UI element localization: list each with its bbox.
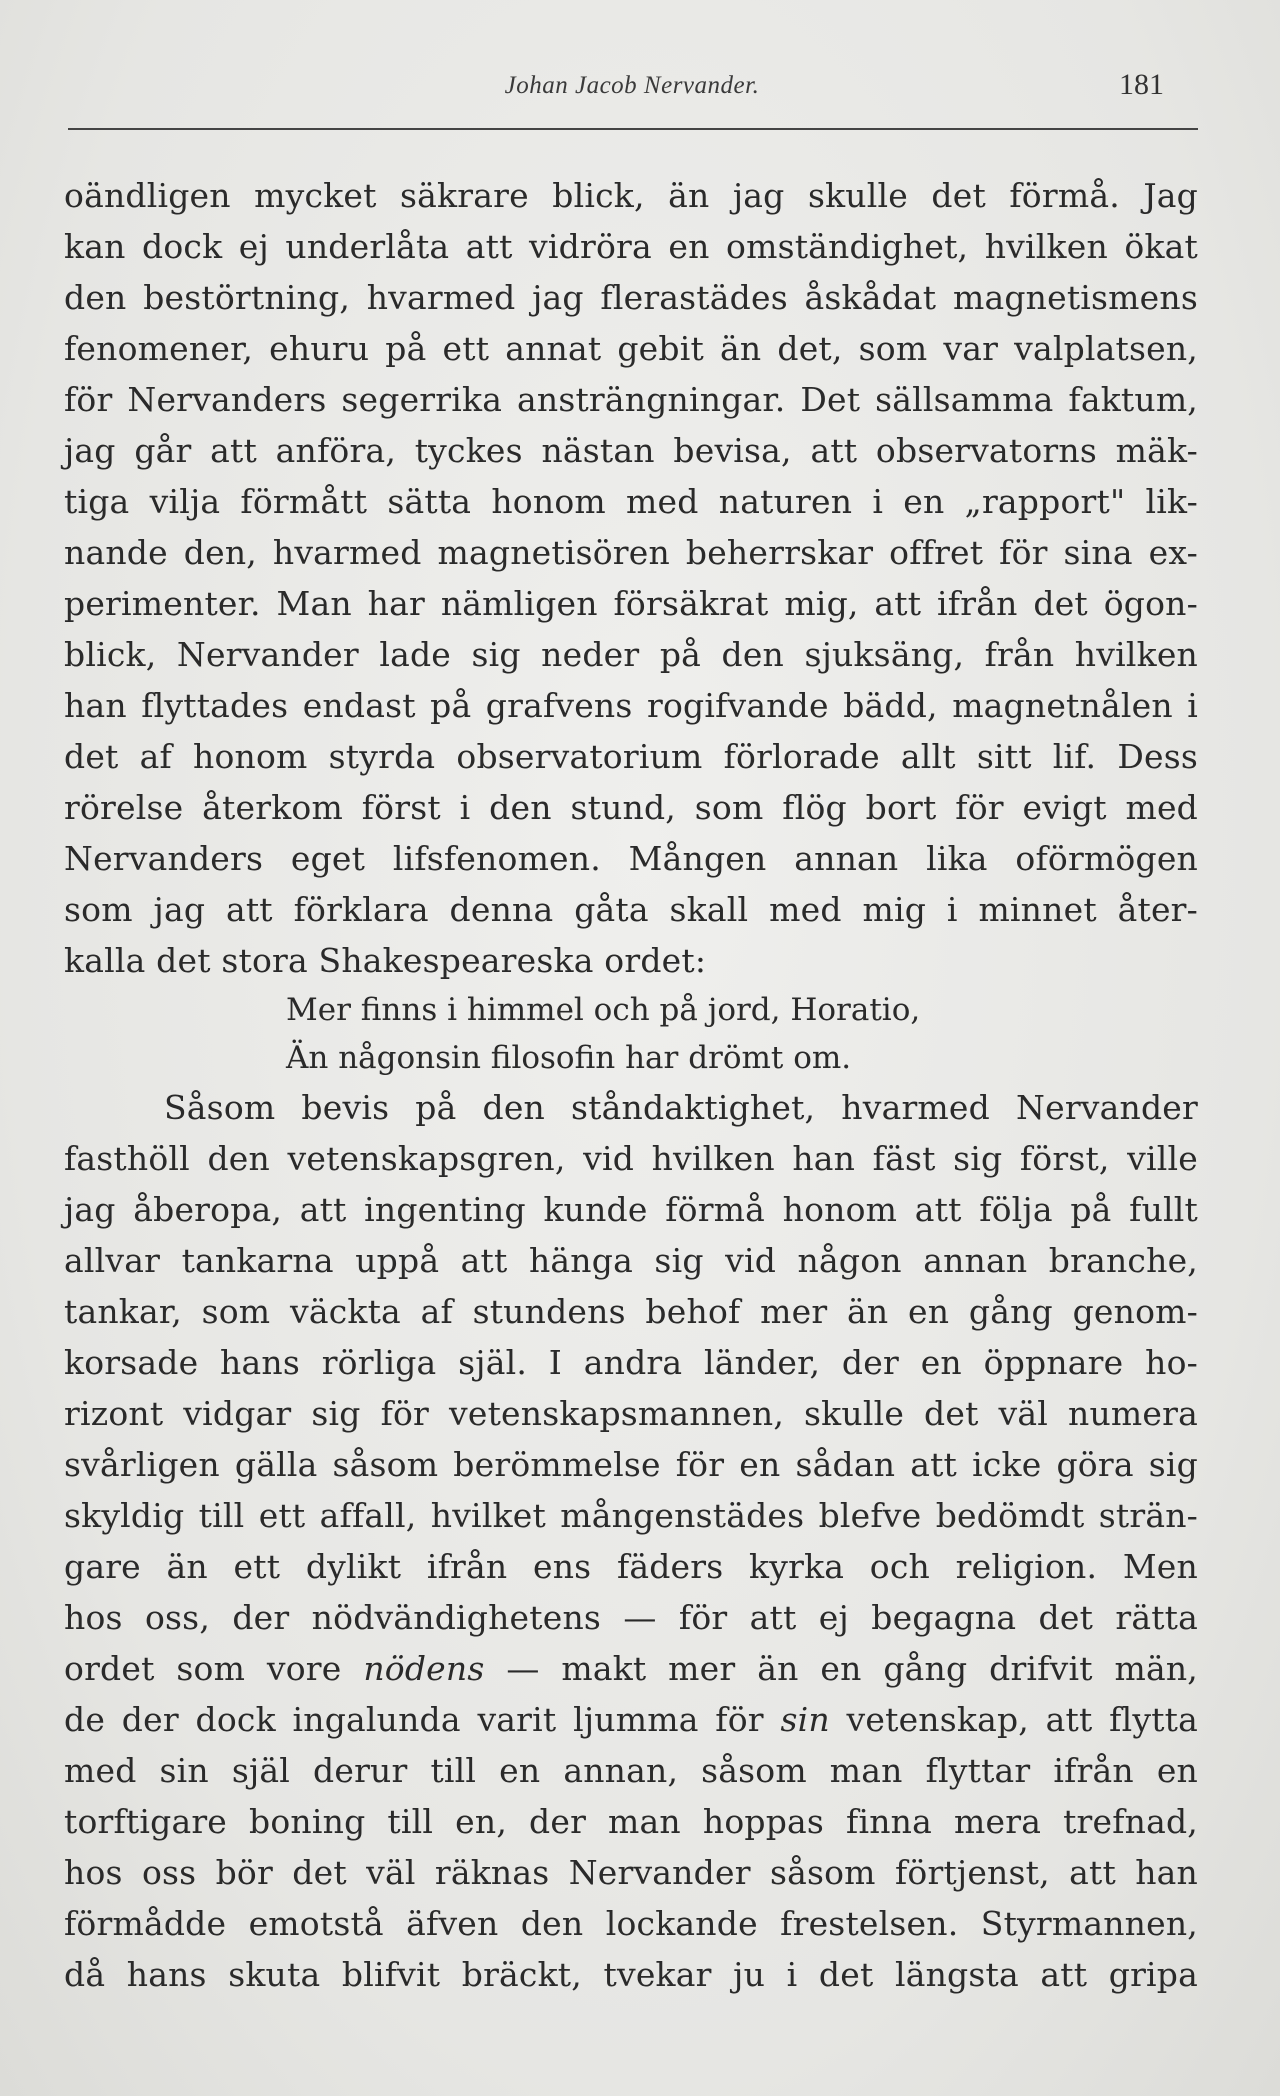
text-line: kan dock ej underlåta att vidröra en omständighet, hvilken ökat bbox=[64, 227, 1198, 266]
text-line: allvar tankarna uppå att hänga sig vid någon annan branche, bbox=[64, 1241, 1198, 1280]
header-rule bbox=[68, 128, 1198, 130]
text-line-with-italic bbox=[64, 1643, 1198, 1694]
text-line: då hans skuta blifvit bräckt, tvekar ju i det längsta att gripa bbox=[64, 1955, 1198, 1994]
text-line: rörelse återkom först i den stund, som flög bort för evigt med bbox=[64, 788, 1198, 827]
body-text bbox=[64, 170, 1198, 2000]
text-line: perimenter. Man har nämligen försäkrat mig, att ifrån det ögon- bbox=[64, 584, 1198, 623]
text-segment: ordet som vore bbox=[64, 1649, 342, 1688]
running-header bbox=[64, 60, 1200, 120]
text-line: torftigare boning till en, der man hoppas finna mera trefnad, bbox=[64, 1802, 1198, 1841]
verse-line: Än någonsin filosofin har drömt om. bbox=[286, 1040, 852, 1076]
text-line: som jag att förklara denna gåta skall med mig i minnet åter- bbox=[64, 890, 1198, 929]
text-line: för Nervanders segerrika ansträngningar. Det sällsamma faktum, bbox=[64, 380, 1198, 419]
italic-word: nödens bbox=[363, 1649, 485, 1688]
running-title: Johan Jacob Nervander. bbox=[504, 72, 760, 99]
text-line: skyldig till ett affall, hvilket mångenstädes blefve bedömdt strän- bbox=[64, 1496, 1198, 1535]
text-line: hos oss bör det väl räknas Nervander såsom förtjenst, att han bbox=[64, 1853, 1198, 1892]
text-line: jag åberopa, att ingenting kunde förmå honom att följa på fullt bbox=[64, 1190, 1198, 1229]
text-line: oändligen mycket säkrare blick, än jag skulle det förmå. Jag bbox=[64, 176, 1198, 215]
text-line: Nervanders eget lifsfenomen. Mången annan lika oförmögen bbox=[64, 839, 1198, 878]
text-line: jag går att anföra, tyckes nästan bevisa, att observatorns mäk- bbox=[64, 431, 1198, 470]
text-line: tiga vilja förmått sätta honom med naturen i en „rapport" lik- bbox=[64, 482, 1198, 521]
text-line-with-italic bbox=[64, 1694, 1198, 1745]
text-line: förmådde emotstå äfven den lockande frestelsen. Styrmannen, bbox=[64, 1904, 1198, 1943]
text-line: hos oss, der nödvändighetens — för att ej begagna det rätta bbox=[64, 1598, 1198, 1637]
text-line: han flyttades endast på grafvens rogifvande bädd, magnetnålen i bbox=[64, 686, 1198, 725]
verse-line: Mer finns i himmel och på jord, Horatio, bbox=[286, 992, 921, 1028]
text-line: nande den, hvarmed magnetisören beherrskar offret för sina ex- bbox=[64, 533, 1198, 572]
text-segment: vetenskap, att flytta bbox=[846, 1700, 1198, 1739]
text-segment: — makt mer än en gång drifvit män, bbox=[506, 1649, 1198, 1688]
text-line: korsade hans rörliga själ. I andra länder, der en öppnare ho- bbox=[64, 1343, 1198, 1382]
italic-word: sin bbox=[780, 1700, 830, 1739]
text-line: svårligen gälla såsom berömmelse för en sådan att icke göra sig bbox=[64, 1445, 1198, 1484]
text-segment: de der dock ingalunda varit ljumma för bbox=[64, 1700, 764, 1739]
text-line: Såsom bevis på den ståndaktighet, hvarmed Nervander bbox=[164, 1088, 1198, 1127]
text-line: med sin själ derur till en annan, såsom man flyttar ifrån en bbox=[64, 1751, 1198, 1790]
text-line: kalla det stora Shakespeareska ordet: bbox=[64, 941, 707, 980]
text-line: det af honom styrda observatorium förlorade allt sitt lif. Dess bbox=[64, 737, 1198, 776]
page-number: 181 bbox=[1119, 68, 1164, 101]
text-line: rizont vidgar sig för vetenskapsmannen, skulle det väl numera bbox=[64, 1394, 1198, 1433]
text-line: fasthöll den vetenskapsgren, vid hvilken han fäst sig först, ville bbox=[64, 1139, 1198, 1178]
text-line: tankar, som väckta af stundens behof mer än en gång genom- bbox=[64, 1292, 1198, 1331]
text-line: gare än ett dylikt ifrån ens fäders kyrka och religion. Men bbox=[64, 1547, 1198, 1586]
text-line: fenomener, ehuru på ett annat gebit än det, som var valplatsen, bbox=[64, 329, 1198, 368]
text-line: blick, Nervander lade sig neder på den sjuksäng, från hvilken bbox=[64, 635, 1198, 674]
text-line: den bestörtning, hvarmed jag flerastädes åskådat magnetismens bbox=[64, 278, 1198, 317]
